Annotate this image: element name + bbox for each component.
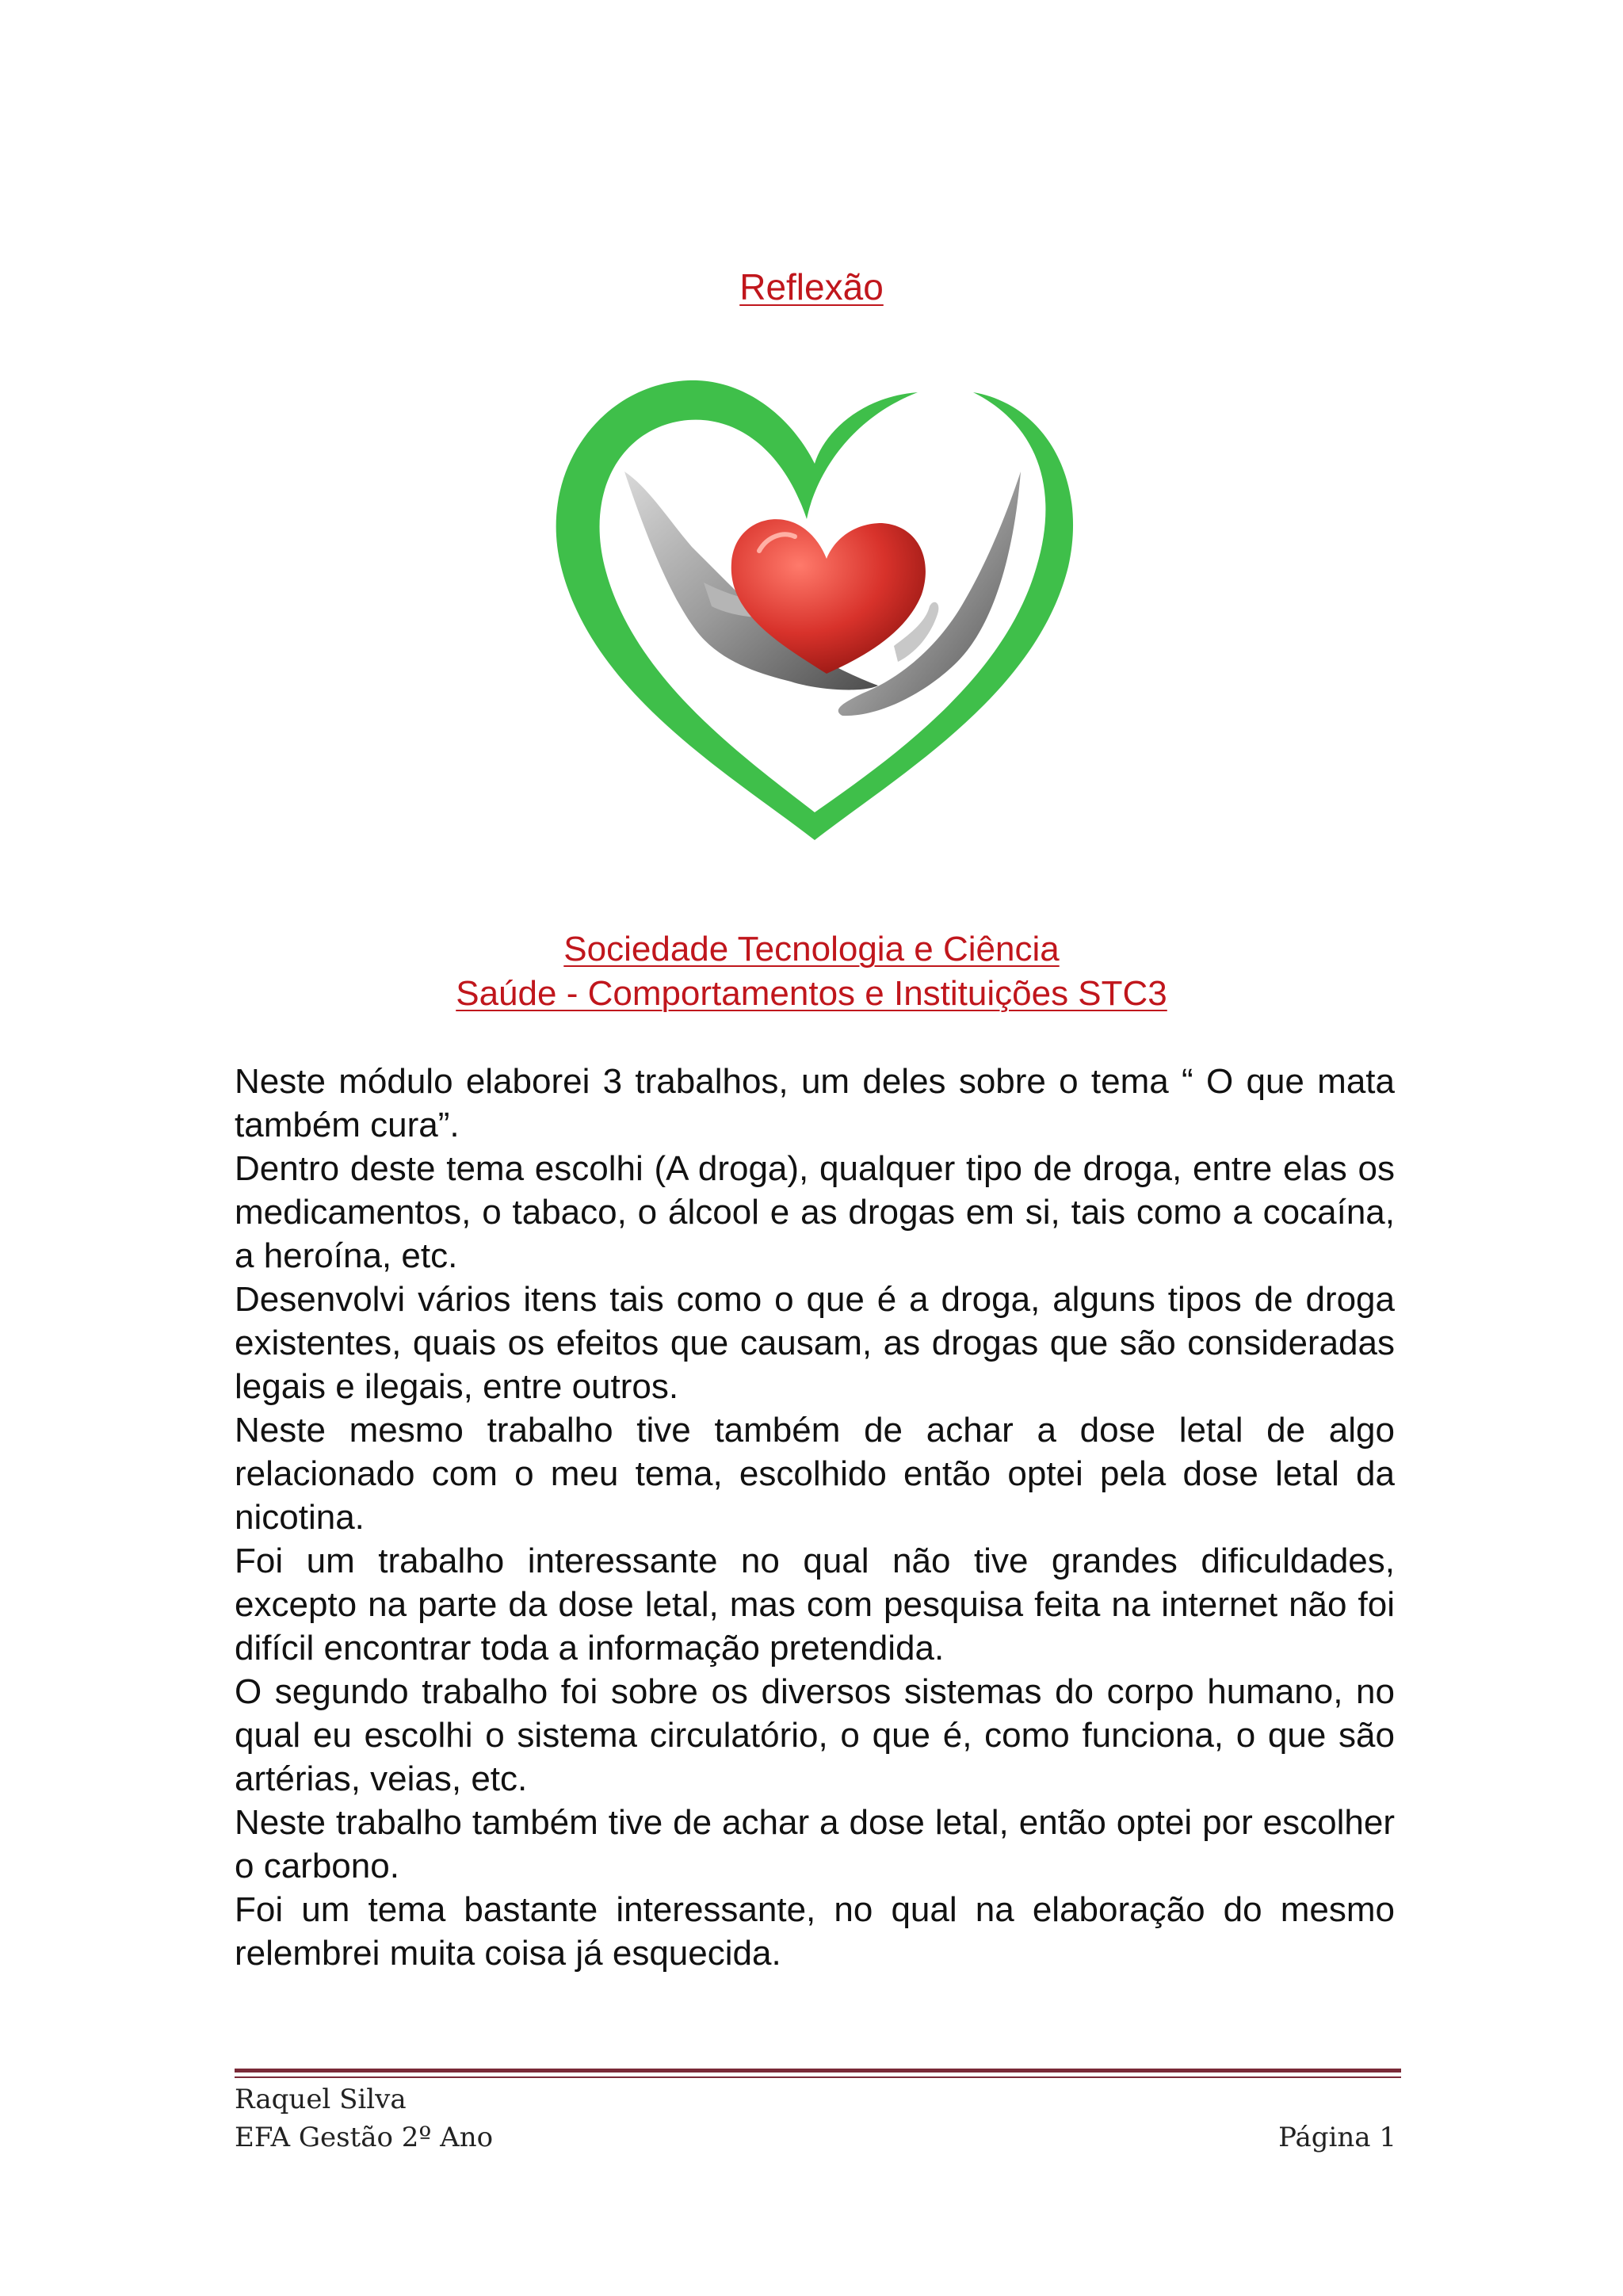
footer-divider [235, 2069, 1401, 2073]
paragraph: Dentro deste tema escolhi (A droga), qualquer tipo de droga, entre elas os medicamentos, o tabaco, o álcool e as drogas em si, tais como a cocaína, a heroína, etc. [235, 1149, 1395, 1275]
page-title: Reflexão [739, 266, 884, 308]
paragraph: O segundo trabalho foi sobre os diversos sistemas do corpo humano, no qual eu escolhi o sistema circulatório, o que é, como funciona, o que são artérias, veias, etc. [235, 1672, 1395, 1798]
paragraph: Foi um trabalho interessante no qual não tive grandes dificuldades, excepto na parte da dose letal, mas com pesquisa feita na internet não foi difícil encontrar toda a informação pretendida. [235, 1541, 1395, 1668]
module-title: Sociedade Tecnologia e Ciência [563, 930, 1060, 968]
paragraph: Foi um tema bastante interessante, no qual na elaboração do mesmo relembrei muita coisa já esquecida. [235, 1890, 1395, 1973]
footer-course: EFA Gestão 2º Ano [235, 2122, 494, 2153]
footer-divider-thin [235, 2076, 1401, 2078]
paragraph: Neste trabalho também tive de achar a dose letal, então optei por escolher o carbono. [235, 1803, 1395, 1885]
module-subtitle: Saúde - Comportamentos e Instituições STC3 [456, 974, 1167, 1013]
heart-hands-logo [529, 361, 1100, 852]
footer-author: Raquel Silva [235, 2084, 407, 2115]
paragraph: Neste módulo elaborei 3 trabalhos, um deles sobre o tema “ O que mata também cura”. [235, 1062, 1395, 1144]
reflection-body [235, 1060, 1395, 1975]
paragraph: Neste mesmo trabalho tive também de achar a dose letal de algo relacionado com o meu tema, escolhido então optei pela dose letal da nicotina. [235, 1411, 1395, 1537]
page-number: Página 1 [1278, 2122, 1396, 2153]
paragraph: Desenvolvi vários itens tais como o que é a droga, alguns tipos de droga existentes, quais os efeitos que causam, as drogas que são consideradas legais e ilegais, entre outros. [235, 1280, 1395, 1406]
